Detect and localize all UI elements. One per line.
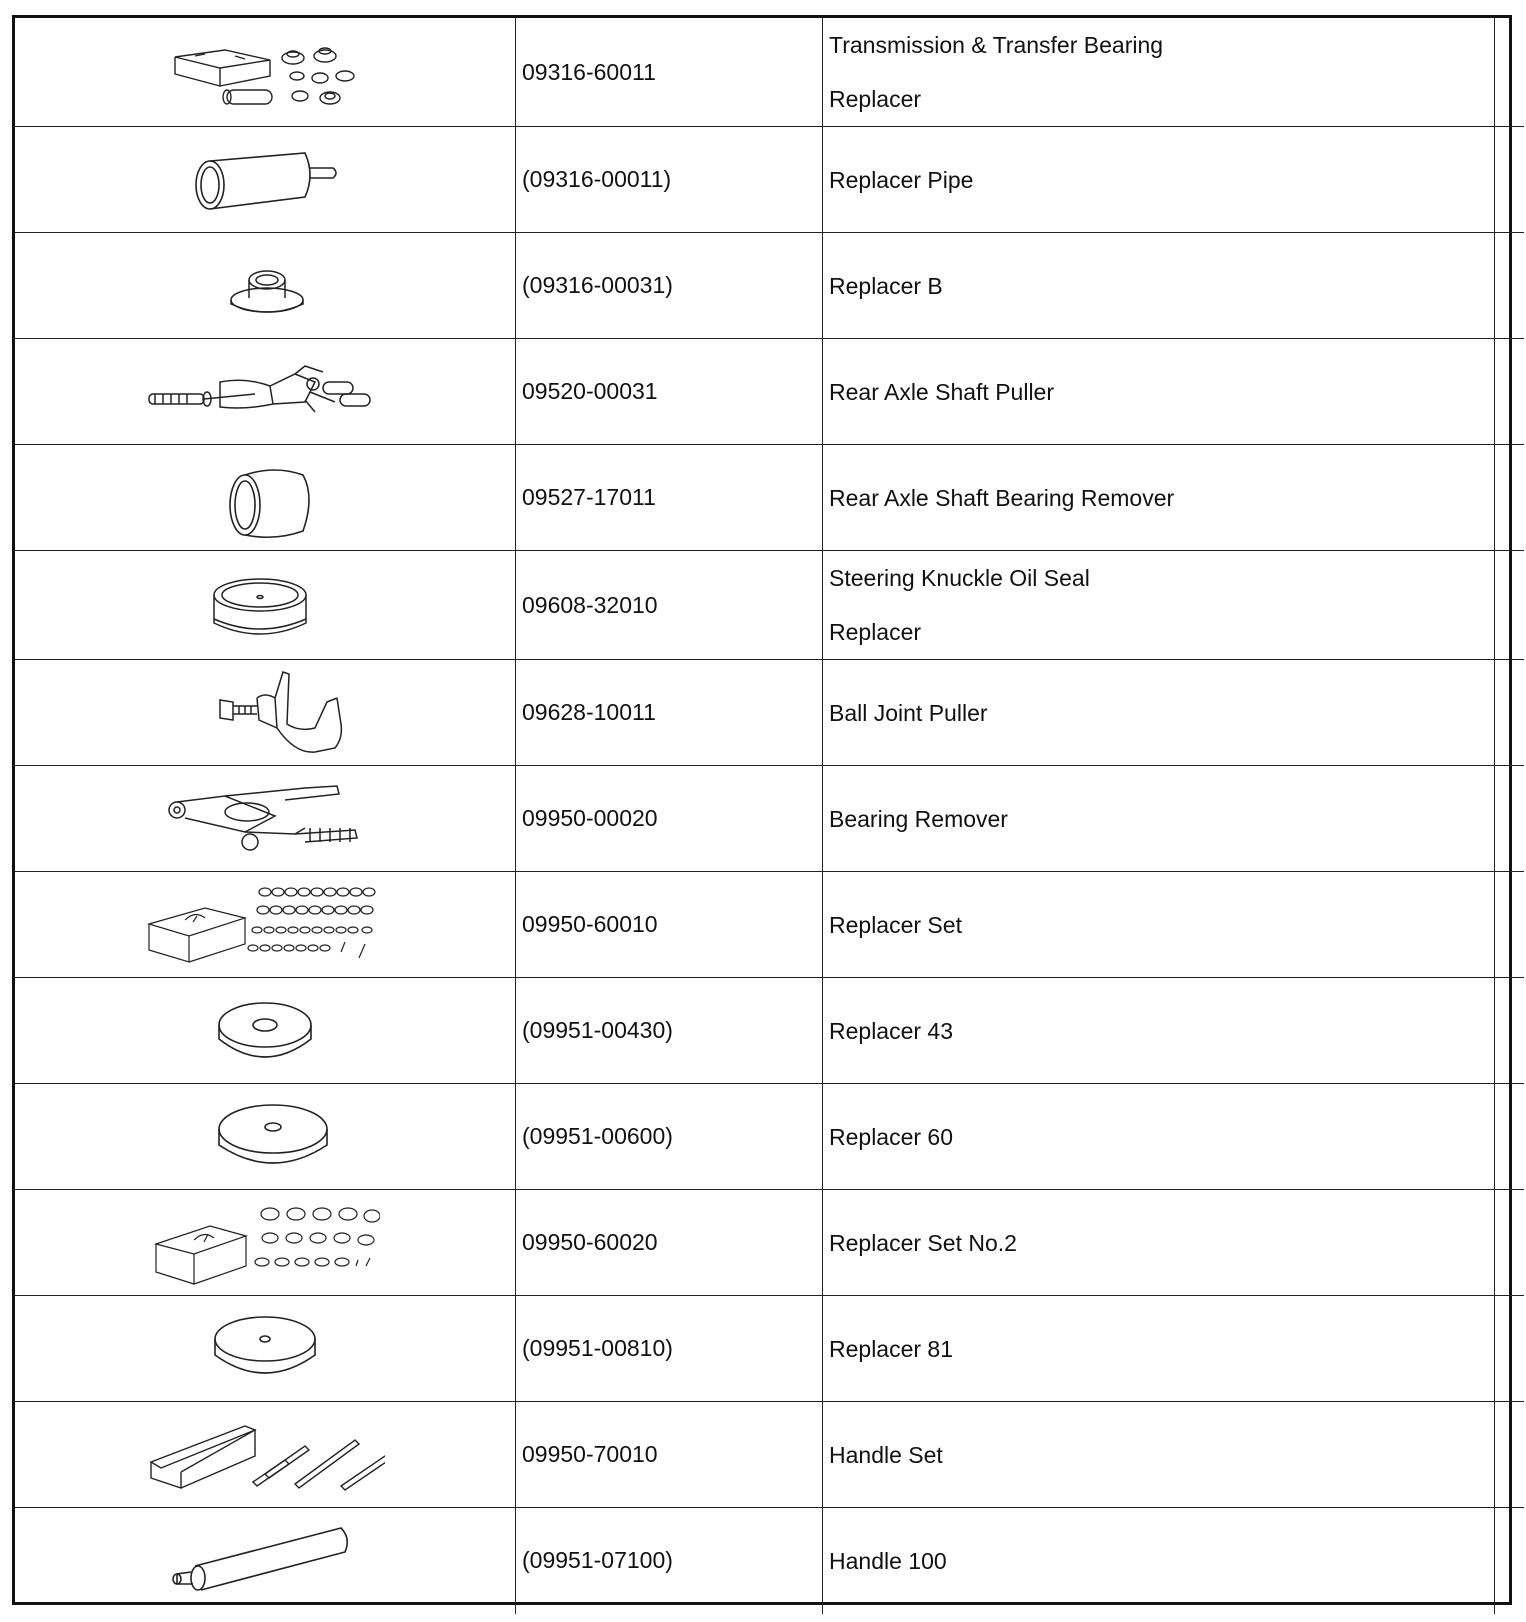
blank-cell (1495, 978, 1525, 1084)
table-row (15, 660, 1524, 766)
handle-set-icon (145, 1412, 385, 1498)
part-number: (09951-00810) (516, 1296, 823, 1402)
tool-name (823, 127, 1495, 233)
tool-illustration (15, 1402, 516, 1508)
tool-name (823, 233, 1495, 339)
part-number: 09950-70010 (516, 1402, 823, 1508)
tool-name-line1: Replacer 81 (829, 1335, 954, 1362)
tool-illustration (15, 445, 516, 551)
part-number: 09527-17011 (516, 445, 823, 551)
ball-joint-puller-icon (165, 668, 365, 758)
special-tools-table (12, 15, 1512, 1605)
axle-shaft-puller-icon (145, 352, 385, 432)
tool-name (823, 1296, 1495, 1402)
tool-name (823, 1084, 1495, 1190)
tool-name-line1: Replacer 60 (829, 1123, 954, 1150)
table-row (15, 127, 1524, 233)
table-row (15, 18, 1524, 127)
tool-illustration (15, 1296, 516, 1402)
tool-illustration (15, 1508, 516, 1614)
table-row (15, 339, 1524, 445)
tool-name-line1: Replacer Pipe (829, 166, 974, 193)
tool-name-line2: Replacer (829, 619, 922, 645)
tool-illustration (15, 872, 516, 978)
part-number: (09951-07100) (516, 1508, 823, 1614)
bearing-remover-icon (155, 776, 375, 862)
part-number: 09520-00031 (516, 339, 823, 445)
tool-illustration (15, 766, 516, 872)
blank-cell (1495, 1508, 1525, 1614)
tool-illustration (15, 978, 516, 1084)
tool-illustration (15, 1084, 516, 1190)
tool-name-line1: Rear Axle Shaft Puller (829, 378, 1055, 405)
table-row (15, 1296, 1524, 1402)
tool-name-line1: Bearing Remover (829, 805, 1008, 832)
part-number: 09950-60010 (516, 872, 823, 978)
tool-name (823, 445, 1495, 551)
blank-cell (1495, 660, 1525, 766)
blank-cell (1495, 18, 1525, 127)
tool-illustration (15, 551, 516, 660)
tool-name (823, 872, 1495, 978)
part-number: 09950-00020 (516, 766, 823, 872)
tool-name (823, 1190, 1495, 1296)
tool-name-line1: Steering Knuckle Oil Seal (829, 565, 1090, 591)
tool-illustration (15, 18, 516, 127)
tool-illustration (15, 127, 516, 233)
replacer-set-2-icon (150, 1200, 380, 1286)
table-row (15, 1402, 1524, 1508)
tool-name-line1: Rear Axle Shaft Bearing Remover (829, 484, 1175, 511)
table-row (15, 1508, 1524, 1614)
table-row (15, 872, 1524, 978)
replacer-set-icon (145, 880, 385, 970)
tool-name (823, 660, 1495, 766)
tool-name-line1: Transmission & Transfer Bearing (829, 32, 1164, 58)
tool-name-line1: Ball Joint Puller (829, 699, 988, 726)
part-number: (09316-00011) (516, 127, 823, 233)
tool-illustration (15, 233, 516, 339)
table-row (15, 766, 1524, 872)
table-row (15, 1190, 1524, 1296)
tool-illustration (15, 339, 516, 445)
table-row (15, 1084, 1524, 1190)
bearing-remover-cup-icon (165, 451, 365, 545)
blank-cell (1495, 127, 1525, 233)
blank-cell (1495, 1190, 1525, 1296)
blank-cell (1495, 339, 1525, 445)
part-number: (09951-00430) (516, 978, 823, 1084)
tool-name (823, 339, 1495, 445)
tool-name (823, 766, 1495, 872)
table-row (15, 233, 1524, 339)
replacer-disc-icon (165, 1097, 365, 1177)
tool-illustration (15, 660, 516, 766)
blank-cell (1495, 551, 1525, 660)
bearing-replacer-kit-icon (165, 32, 365, 112)
table-row (15, 445, 1524, 551)
replacer-disc-icon (165, 1309, 365, 1389)
blank-cell (1495, 1402, 1525, 1508)
tool-name (823, 551, 1495, 660)
blank-cell (1495, 766, 1525, 872)
tool-name-line1: Handle 100 (829, 1547, 947, 1574)
replacer-disc-icon (165, 991, 365, 1071)
part-number: (09951-00600) (516, 1084, 823, 1190)
tool-name (823, 978, 1495, 1084)
blank-cell (1495, 445, 1525, 551)
blank-cell (1495, 872, 1525, 978)
tool-illustration (15, 1190, 516, 1296)
tool-name (823, 1402, 1495, 1508)
tool-name-line2: Replacer (829, 86, 922, 112)
replacer-pipe-icon (165, 140, 365, 220)
part-number: 09628-10011 (516, 660, 823, 766)
blank-cell (1495, 233, 1525, 339)
handle-icon (155, 1518, 375, 1604)
part-number: 09950-60020 (516, 1190, 823, 1296)
tool-name (823, 18, 1495, 127)
table-row (15, 551, 1524, 660)
tool-name-line1: Replacer B (829, 272, 943, 299)
tool-name-line1: Replacer 43 (829, 1017, 954, 1044)
tool-name-line1: Replacer Set No.2 (829, 1229, 1017, 1256)
oil-seal-replacer-icon (165, 565, 365, 645)
tool-name-line1: Replacer Set (829, 911, 962, 938)
blank-cell (1495, 1296, 1525, 1402)
part-number: (09316-00031) (516, 233, 823, 339)
blank-cell (1495, 1084, 1525, 1190)
replacer-b-icon (165, 246, 365, 326)
part-number: 09608-32010 (516, 551, 823, 660)
part-number: 09316-60011 (516, 18, 823, 127)
table-row (15, 978, 1524, 1084)
tool-name-line1: Handle Set (829, 1441, 943, 1468)
tool-name (823, 1508, 1495, 1614)
